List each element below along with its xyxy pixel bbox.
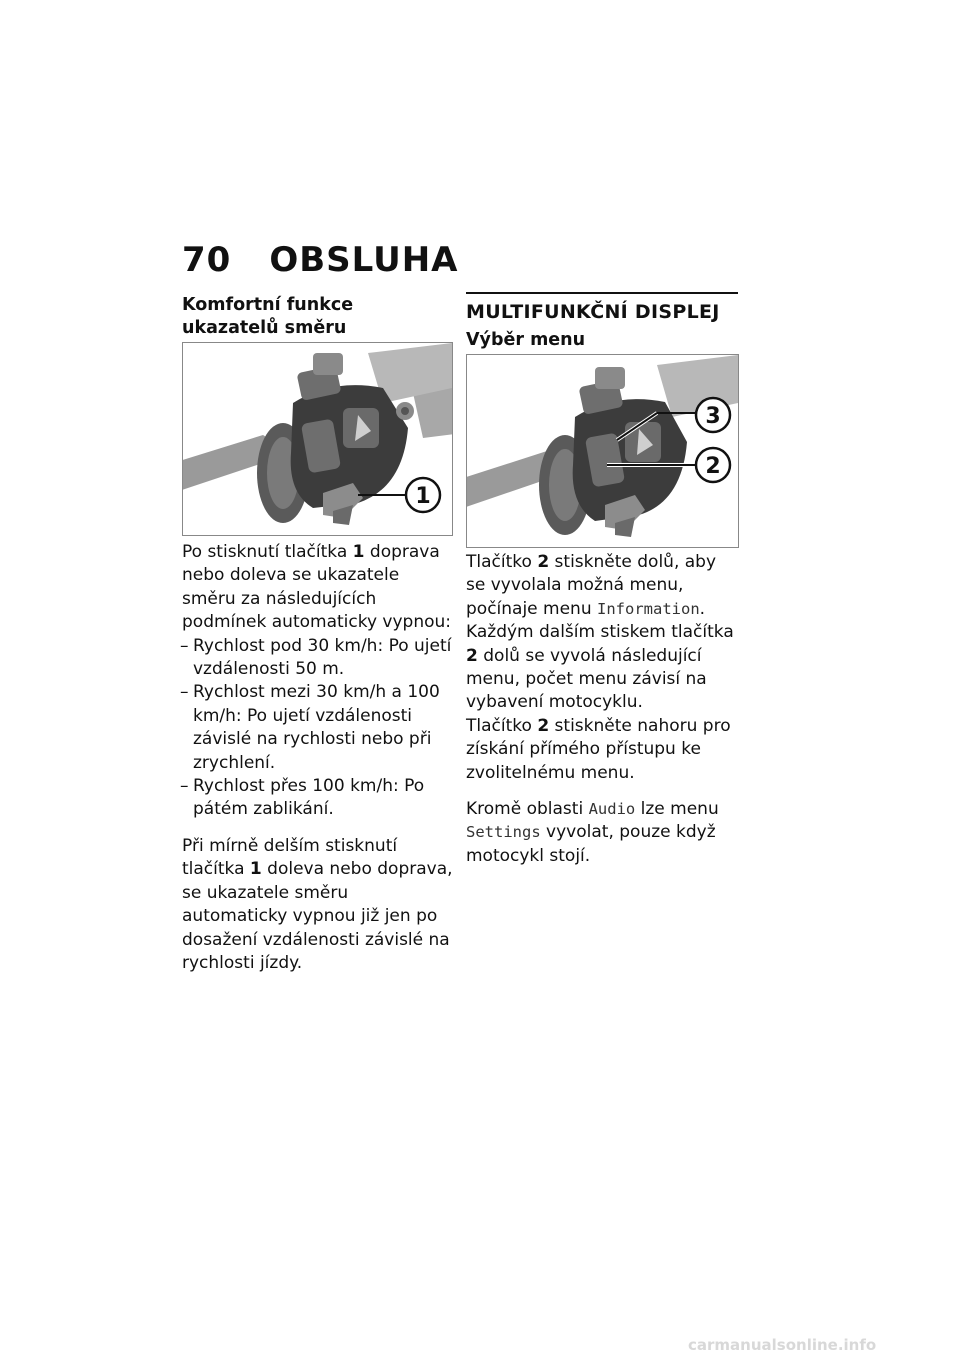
text: Po stisknutí tlačítka [182,542,353,562]
button-ref: 2 [537,552,550,572]
left-heading: Komfortní funkce ukazatelů směru [182,295,354,338]
text: doleva nebo doprava, se ukazatele směru automaticky vypnou již jen po dosažení vzdálenosti závislé na rychlosti jízdy. [182,859,453,973]
list-item: – Rychlost přes 100 km/h: Po pátém zablikání. [182,775,454,822]
right-paragraph-3 [466,798,738,868]
text: Tlačítko [466,715,538,736]
handlebar-switch-illustration [467,355,738,547]
callout-2: 2 [705,454,721,479]
page-number: 70 [182,240,232,280]
text: lze menu [635,799,719,820]
text: doprava nebo doleva se ukazatele směru za následujících podmínek automaticky vypnou: [182,542,452,633]
right-body [466,551,738,868]
chapter-title: OBSLUHA [269,240,459,280]
list-item: – Rychlost pod 30 km/h: Po ujetí vzdálenosti 50 m. [182,635,454,682]
button-ref: 1 [249,859,262,880]
menu-name: Audio [588,800,636,819]
section-title: MULTIFUNKČNÍ DISPLEJ [466,292,738,323]
text: dolů se vyvolá následující menu, počet menu závisí na vybavení motocyklu. [466,645,707,713]
right-paragraph-1 [466,551,738,715]
list-item: – Rychlost mezi 30 km/h a 100 km/h: Po ujetí vzdálenosti závislé na rychlosti nebo při zrychlení. [182,681,454,775]
button-ref: 2 [466,645,478,666]
menu-name: Settings [466,823,541,842]
callout-1: 1 [415,484,431,509]
right-heading: Výběr menu [466,330,586,350]
watermark: carmanualsonline.info [688,1336,877,1354]
button-ref: 2 [537,715,550,736]
menu-name: Information [597,599,700,618]
text: vyvolat, pouze když motocykl stojí. [466,822,716,866]
callout-3: 3 [705,404,721,429]
button-ref: 1 [352,542,365,562]
left-body [182,541,454,975]
left-intro [182,541,454,635]
conditions-list [182,635,454,822]
text: stiskněte dolů, aby se vyvolala možná menu, počínaje menu [466,552,717,619]
text: Tlačítko [466,552,538,572]
turn-signal-figure [182,342,453,536]
page-header [182,240,458,280]
menu-selection-figure [466,354,739,548]
text: stiskněte nahoru pro získání přímého přístupu ke zvolitelnému menu. [466,715,731,783]
text: Při mírně delším stisknutí tlačítka [182,835,398,880]
handlebar-switch-illustration [183,343,452,535]
text: Kromě oblasti [466,799,589,820]
text: . Každým dalším stiskem tlačítka [466,598,734,643]
left-paragraph-2 [182,835,454,975]
right-paragraph-2 [466,715,738,785]
